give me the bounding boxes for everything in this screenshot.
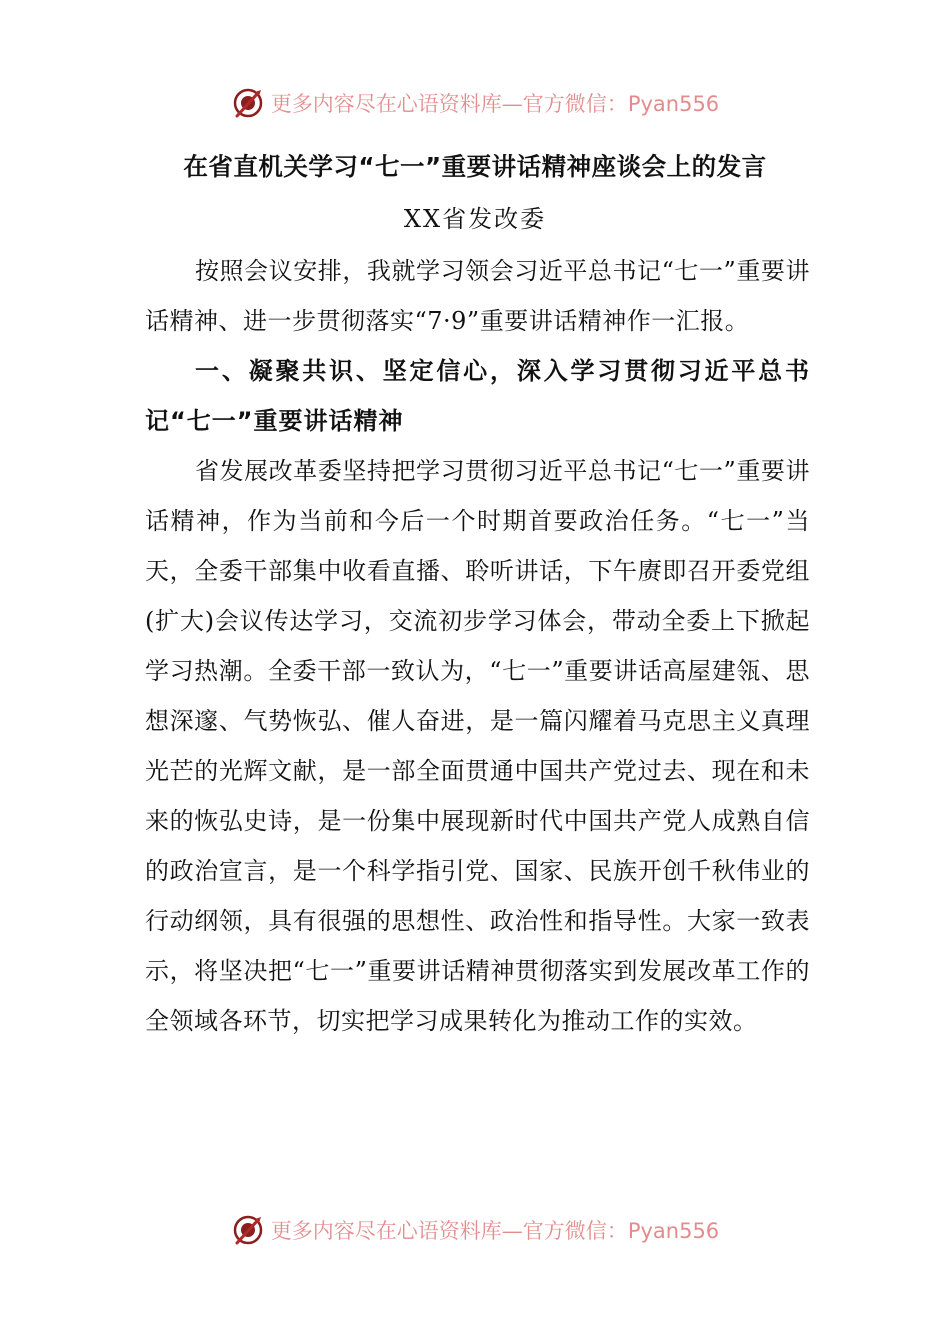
section-heading-1: 一、凝聚共识、坚定信心，深入学习贯彻习近平总书记“七一”重要讲话精神 bbox=[145, 357, 810, 435]
watermark-header bbox=[0, 83, 950, 123]
document-author: XX省发改委 bbox=[403, 205, 547, 233]
paragraph-intro: 按照会议安排，我就学习领会习近平总书记“七一”重要讲话精神、进一步贯彻落实“7·9”重要讲话精神作一汇报。 bbox=[145, 257, 810, 335]
watermark-text: 更多内容尽在心语资料库—官方微信：Pyan556 bbox=[270, 1219, 720, 1243]
pen-logo-icon bbox=[231, 86, 265, 120]
watermark-footer bbox=[0, 1210, 950, 1250]
document-title: 在省直机关学习“七一”重要讲话精神座谈会上的发言 bbox=[183, 152, 767, 181]
paragraph-section-1: 省发展改革委坚持把学习贯彻习近平总书记“七一”重要讲话精神，作为当前和今后一个时期首要政治任务。“七一”当天，全委干部集中收看直播、聆听讲话，下午赓即召开委党组(扩大)会议传达学习，交流初步学习体会，带动全委上下掀起学习热潮。全委干部一致认为，“七一”重要讲话高屋建瓴、思想深邃、气势恢弘、催人奋进，是一篇闪耀着马克思主义真理光芒的光辉文献，是一部全面贯通中国共产党过去、现在和未来的恢弘史诗，是一份集中展现新时代中国共产党人成熟自信的政治宣言，是一个科学指引党、国家、民族开创千秋伟业的行动纲领，具有很强的思想性、政治性和指导性。大家一致表示，将坚决把“七一”重要讲话精神贯彻落实到发展改革工作的全领域各环节，切实把学习成果转化为推动工作的实效。 bbox=[145, 457, 810, 1035]
watermark-handle: Pyan556 bbox=[627, 92, 720, 116]
document-body bbox=[145, 246, 810, 1046]
pen-logo-icon bbox=[231, 1213, 265, 1247]
watermark-handle: Pyan556 bbox=[627, 1219, 720, 1243]
watermark-text: 更多内容尽在心语资料库—官方微信：Pyan556 bbox=[270, 92, 720, 116]
